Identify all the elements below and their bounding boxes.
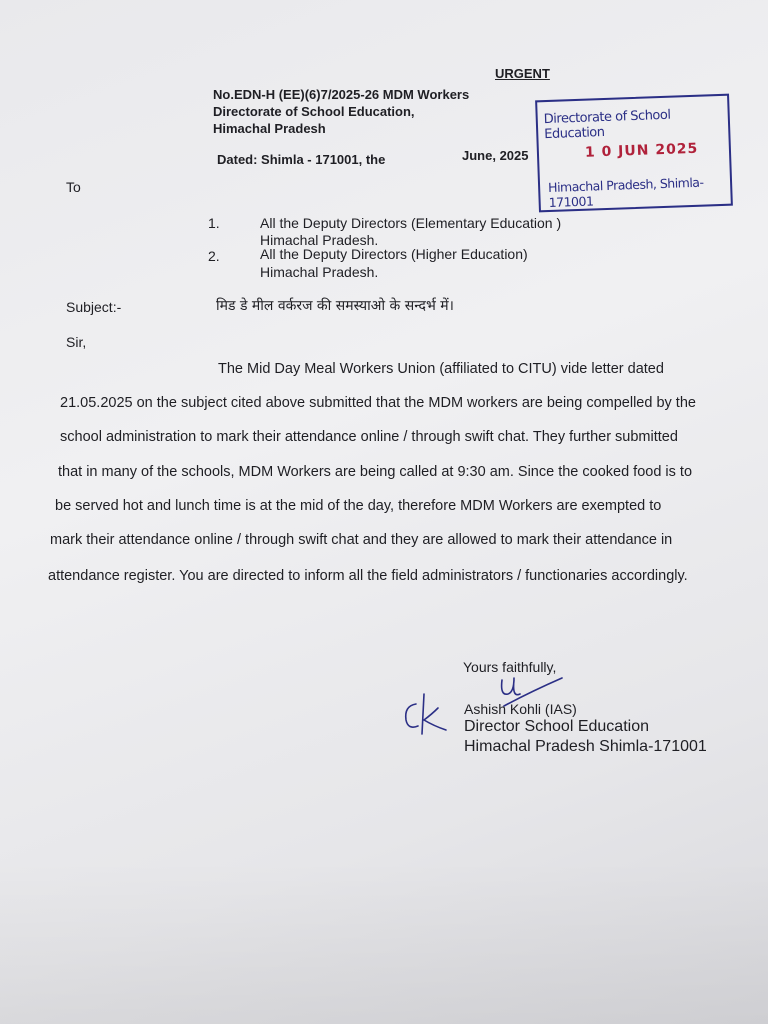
body-line-1: The Mid Day Meal Workers Union (affiliated to CITU) vide letter dated (218, 361, 664, 377)
body-line-3: school administration to mark their attendance online / through swift chat. They further submitted (60, 429, 678, 445)
reference-number: No.EDN-H (EE)(6)7/2025-26 MDM Workers (213, 87, 470, 102)
recipient-1-line1: All the Deputy Directors (Elementary Education ) (260, 215, 562, 231)
urgent-label: URGENT (495, 66, 550, 81)
closing-yours: Yours faithfully, (463, 659, 557, 675)
body-line-4: that in many of the schools, MDM Workers are being called at 9:30 am. Since the cooked food is to (58, 464, 693, 480)
body-line-7: attendance register. You are directed to inform all the field administrators / functionaries accordingly. (48, 568, 688, 584)
body-line-6: mark their attendance online / through swift chat and they are allowed to mark their attendance in (50, 532, 673, 548)
office-state: Himachal Pradesh (213, 121, 326, 136)
to-label: To (66, 179, 81, 195)
dated-month-year: June, 2025 (462, 148, 529, 163)
recipient-2-line1: All the Deputy Directors (Higher Education) (260, 246, 528, 262)
page-shadow (0, 860, 768, 1024)
office-name: Directorate of School Education, (213, 104, 415, 119)
recipient-2-number: 2. (208, 248, 220, 264)
subject-text: मिड डे मील वर्करज की समस्याओ के सन्दर्भ में। (216, 298, 454, 314)
signatory-address: Himachal Pradesh Shimla-171001 (464, 738, 707, 755)
recipient-2-line2: Himachal Pradesh. (260, 264, 379, 280)
stamp-address: Himachal Pradesh, Shimla-171001 (547, 174, 704, 211)
signatory-name: Ashish Kohli (IAS) (464, 701, 577, 717)
stamp-office: Directorate of School Education (543, 107, 671, 143)
signatory-designation: Director School Education (464, 718, 649, 735)
salutation: Sir, (66, 334, 87, 350)
body-line-5: be served hot and lunch time is at the mid of the day, therefore MDM Workers are exempted to (55, 498, 662, 514)
subject-label: Subject:- (66, 299, 122, 315)
initials-mark (398, 690, 452, 740)
recipient-1-number: 1. (208, 215, 220, 231)
recipient-1-line2: Himachal Pradesh. (260, 232, 379, 248)
dated-line: Dated: Shimla - 171001, the (217, 152, 386, 167)
stamp-date: 1 0 JUN 2025 (584, 140, 699, 161)
body-line-2: 21.05.2025 on the subject cited above submitted that the MDM workers are being compelled by the (60, 395, 696, 411)
received-stamp (535, 94, 733, 213)
